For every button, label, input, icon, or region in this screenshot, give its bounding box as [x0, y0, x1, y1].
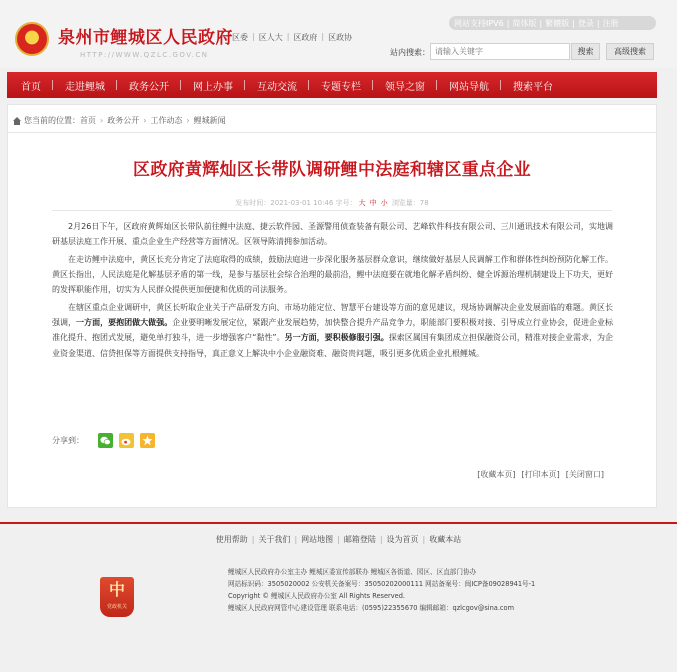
nav-item-search-platform[interactable]: 搜索平台 — [513, 81, 553, 93]
top-link-district-committee[interactable]: 区委 — [232, 33, 248, 42]
top-links: 区委 | 区人大 | 区政府 | 区政协 — [232, 32, 353, 42]
footer-info-line: 鲤城区人民政府办公室主办 鲤城区委宣传部联办 鲤城区各街道、园区、区直部门协办 — [228, 568, 477, 576]
footer-link-help[interactable]: 使用帮助 — [215, 535, 248, 544]
divider — [52, 210, 612, 211]
footer-info — [228, 566, 535, 614]
font-size-small[interactable]: 小 — [380, 199, 388, 207]
nav-item-home[interactable]: 首页 — [7, 72, 53, 98]
nav-item-public-affairs[interactable]: 政务公开 — [117, 72, 181, 98]
national-emblem-icon — [15, 22, 49, 56]
badge-label: 党政机关 — [106, 604, 127, 610]
nav-item-leaders[interactable]: 领导之窗 — [373, 72, 437, 98]
main-nav — [7, 72, 657, 98]
site-title[interactable]: 泉州市鲤城区人民政府 — [58, 28, 233, 48]
nav-item-about[interactable]: 走进鲤城 — [53, 72, 117, 98]
breadcrumb-item-public-affairs[interactable]: 政务公开 — [107, 116, 140, 125]
footer-link-mail-login[interactable]: 邮箱登陆 — [343, 535, 376, 544]
font-size-medium[interactable]: 中 — [369, 199, 377, 207]
wechat-icon[interactable] — [98, 433, 113, 448]
article-panel — [7, 104, 657, 508]
footer-link-sitemap[interactable]: 网站地图 — [301, 535, 334, 544]
traditional-link[interactable]: 繁體版 — [545, 18, 570, 28]
footer-link-about[interactable]: 关于我们 — [258, 535, 291, 544]
meta-views: 浏览量：78 — [391, 199, 429, 207]
party-government-badge-icon[interactable]: 中 党政机关 — [100, 577, 134, 617]
search-input[interactable] — [430, 43, 570, 60]
advanced-search-button[interactable]: 高级搜索 — [606, 43, 654, 60]
article-actions — [477, 469, 604, 480]
breadcrumb: 您当前的位置： 首页 › 政务公开 › 工作动态 › 鲤城新闻 — [13, 115, 226, 126]
emphasis-text: 一方面，要抱团做大做强。 — [76, 318, 173, 328]
footer-links: 使用帮助 | 关于我们 | 网站地图 | 邮箱登陆 | 设为首页 | 收藏本站 — [215, 535, 462, 544]
breadcrumb-prefix: 您当前的位置： — [24, 116, 80, 125]
footer-info-line: Copyright © 鲤城区人民政府办公室 All Rights Reserved. — [228, 592, 405, 601]
search-label: 站内搜索： — [390, 48, 430, 57]
article-paragraph: 在辖区重点企业调研中，黄区长听取企业关于产品研发方向、市场功能定位、智慧平台建设等方面的意见建议，现场协调解决企业发展面临的难题。黄区长强调，一方面，要抱团做大做强。企业要明晰发展定位，紧跟产业发展趋势，加快整合提升产品竞争力，职能部门要积极对接、引导成立行业协会，促进企业标准化提升、抱团式发展，避免单打独斗，进一步增强客户“黏性”。另一方面，要积极修服引强。探索区属国有集团成立担保融资公司，精准对接企业需求，为企业资金渠道、信贷担保等方面提供支持指导，真正意义上解决中小企业融资难、融资贵问题，吸引更多优质企业扎根鲤城。 — [52, 303, 614, 358]
breadcrumb-item-work-news[interactable]: 工作动态 — [150, 116, 183, 125]
divider — [8, 132, 656, 133]
print-page-link[interactable]: [打印本页] — [521, 470, 560, 479]
nav-item-special-topics[interactable]: 专题专栏 — [309, 72, 373, 98]
footer-info-line: 网站标识码：3505020002 公安机关备案号：35050202000111 网站备案号：闽ICP备09028941号-1 — [228, 580, 536, 589]
article-paragraph: 在走访鲤中法庭中，黄区长充分肯定了法庭取得的成绩，鼓励法庭进一步深化服务基层群众意识，继续做好基层人民调解工作和群体性纠纷预防化解工作。黄区长指出，人民法庭是化解基层矛盾的第一线，是参与基层社会综合治理的最前沿，鲤中法庭要在就地化解矛盾纠纷、健全诉源治理机制建设上下功夫，更好的发挥职能作用，切实为人民群众提供更加便捷和优质的司法服务。 — [52, 254, 613, 295]
nav-item-online-services[interactable]: 网上办事 — [181, 72, 245, 98]
article-body — [52, 219, 613, 363]
meta-published: 发布时间：2021-03-01 10:46 字号： — [235, 199, 357, 207]
top-link-district-cppcc[interactable]: 区政协 — [328, 33, 353, 42]
site-url: HTTP://WWW.QZLC.GOV.CN — [80, 51, 209, 59]
search-button[interactable]: 搜索 — [571, 43, 600, 60]
nav-item-site-guide[interactable]: 网站导航 — [437, 72, 501, 98]
top-link-district-government[interactable]: 区政府 — [293, 33, 318, 42]
article-title: 区政府黄辉灿区长带队调研鲤中法庭和辖区重点企业 — [133, 160, 531, 180]
close-window-link[interactable]: [关闭窗口] — [565, 470, 604, 479]
footer-link-set-homepage[interactable]: 设为首页 — [386, 535, 419, 544]
footer-info-line: 鲤城区人民政府网管中心建设管理 联系电话：(0595)22355670 编辑邮箱：qzlcgov@sina.com — [228, 604, 515, 613]
simplified-link[interactable]: 简体版 — [512, 18, 537, 28]
font-size-large[interactable]: 大 — [358, 199, 366, 207]
register-link[interactable]: 注册 — [602, 18, 619, 28]
footer-divider — [0, 522, 677, 524]
home-icon — [13, 117, 21, 125]
share-bar — [52, 433, 155, 448]
breadcrumb-item-home[interactable]: 首页 — [80, 116, 96, 125]
nav-item-interaction[interactable]: 互动交流 — [245, 72, 309, 98]
emphasis-text: 另一方面，要积极修服引强。 — [284, 333, 389, 343]
weibo-icon[interactable] — [119, 433, 134, 448]
share-label: 分享到： — [52, 436, 84, 445]
bookmark-page-link[interactable]: [收藏本页] — [477, 470, 516, 479]
qzone-star-icon[interactable] — [140, 433, 155, 448]
site-header — [0, 0, 677, 68]
article-meta — [8, 198, 656, 208]
breadcrumb-item-licheng-news[interactable]: 鲤城新闻 — [193, 116, 226, 125]
footer-link-bookmark-site[interactable]: 收藏本站 — [429, 535, 462, 544]
top-link-district-congress[interactable]: 区人大 — [258, 33, 283, 42]
utility-bar: 网站支持IPV6 | 简体版 | 繁體版 | 登录 | 注册 — [449, 16, 656, 30]
login-link[interactable]: 登录 — [577, 18, 594, 28]
article-paragraph: 2月26日下午，区政府黄辉灿区长带队前往鲤中法庭、捷云软件园、圣源警用侦查装备有限公司、艺峰软件科技有限公司、三川通讯技术有限公司，实地调研基层法庭工作开展、重点企业生产经营等方面情况。区领导陈清拥参加活动。 — [52, 222, 613, 247]
ipv6-link[interactable]: 网站支持IPV6 — [454, 18, 504, 28]
